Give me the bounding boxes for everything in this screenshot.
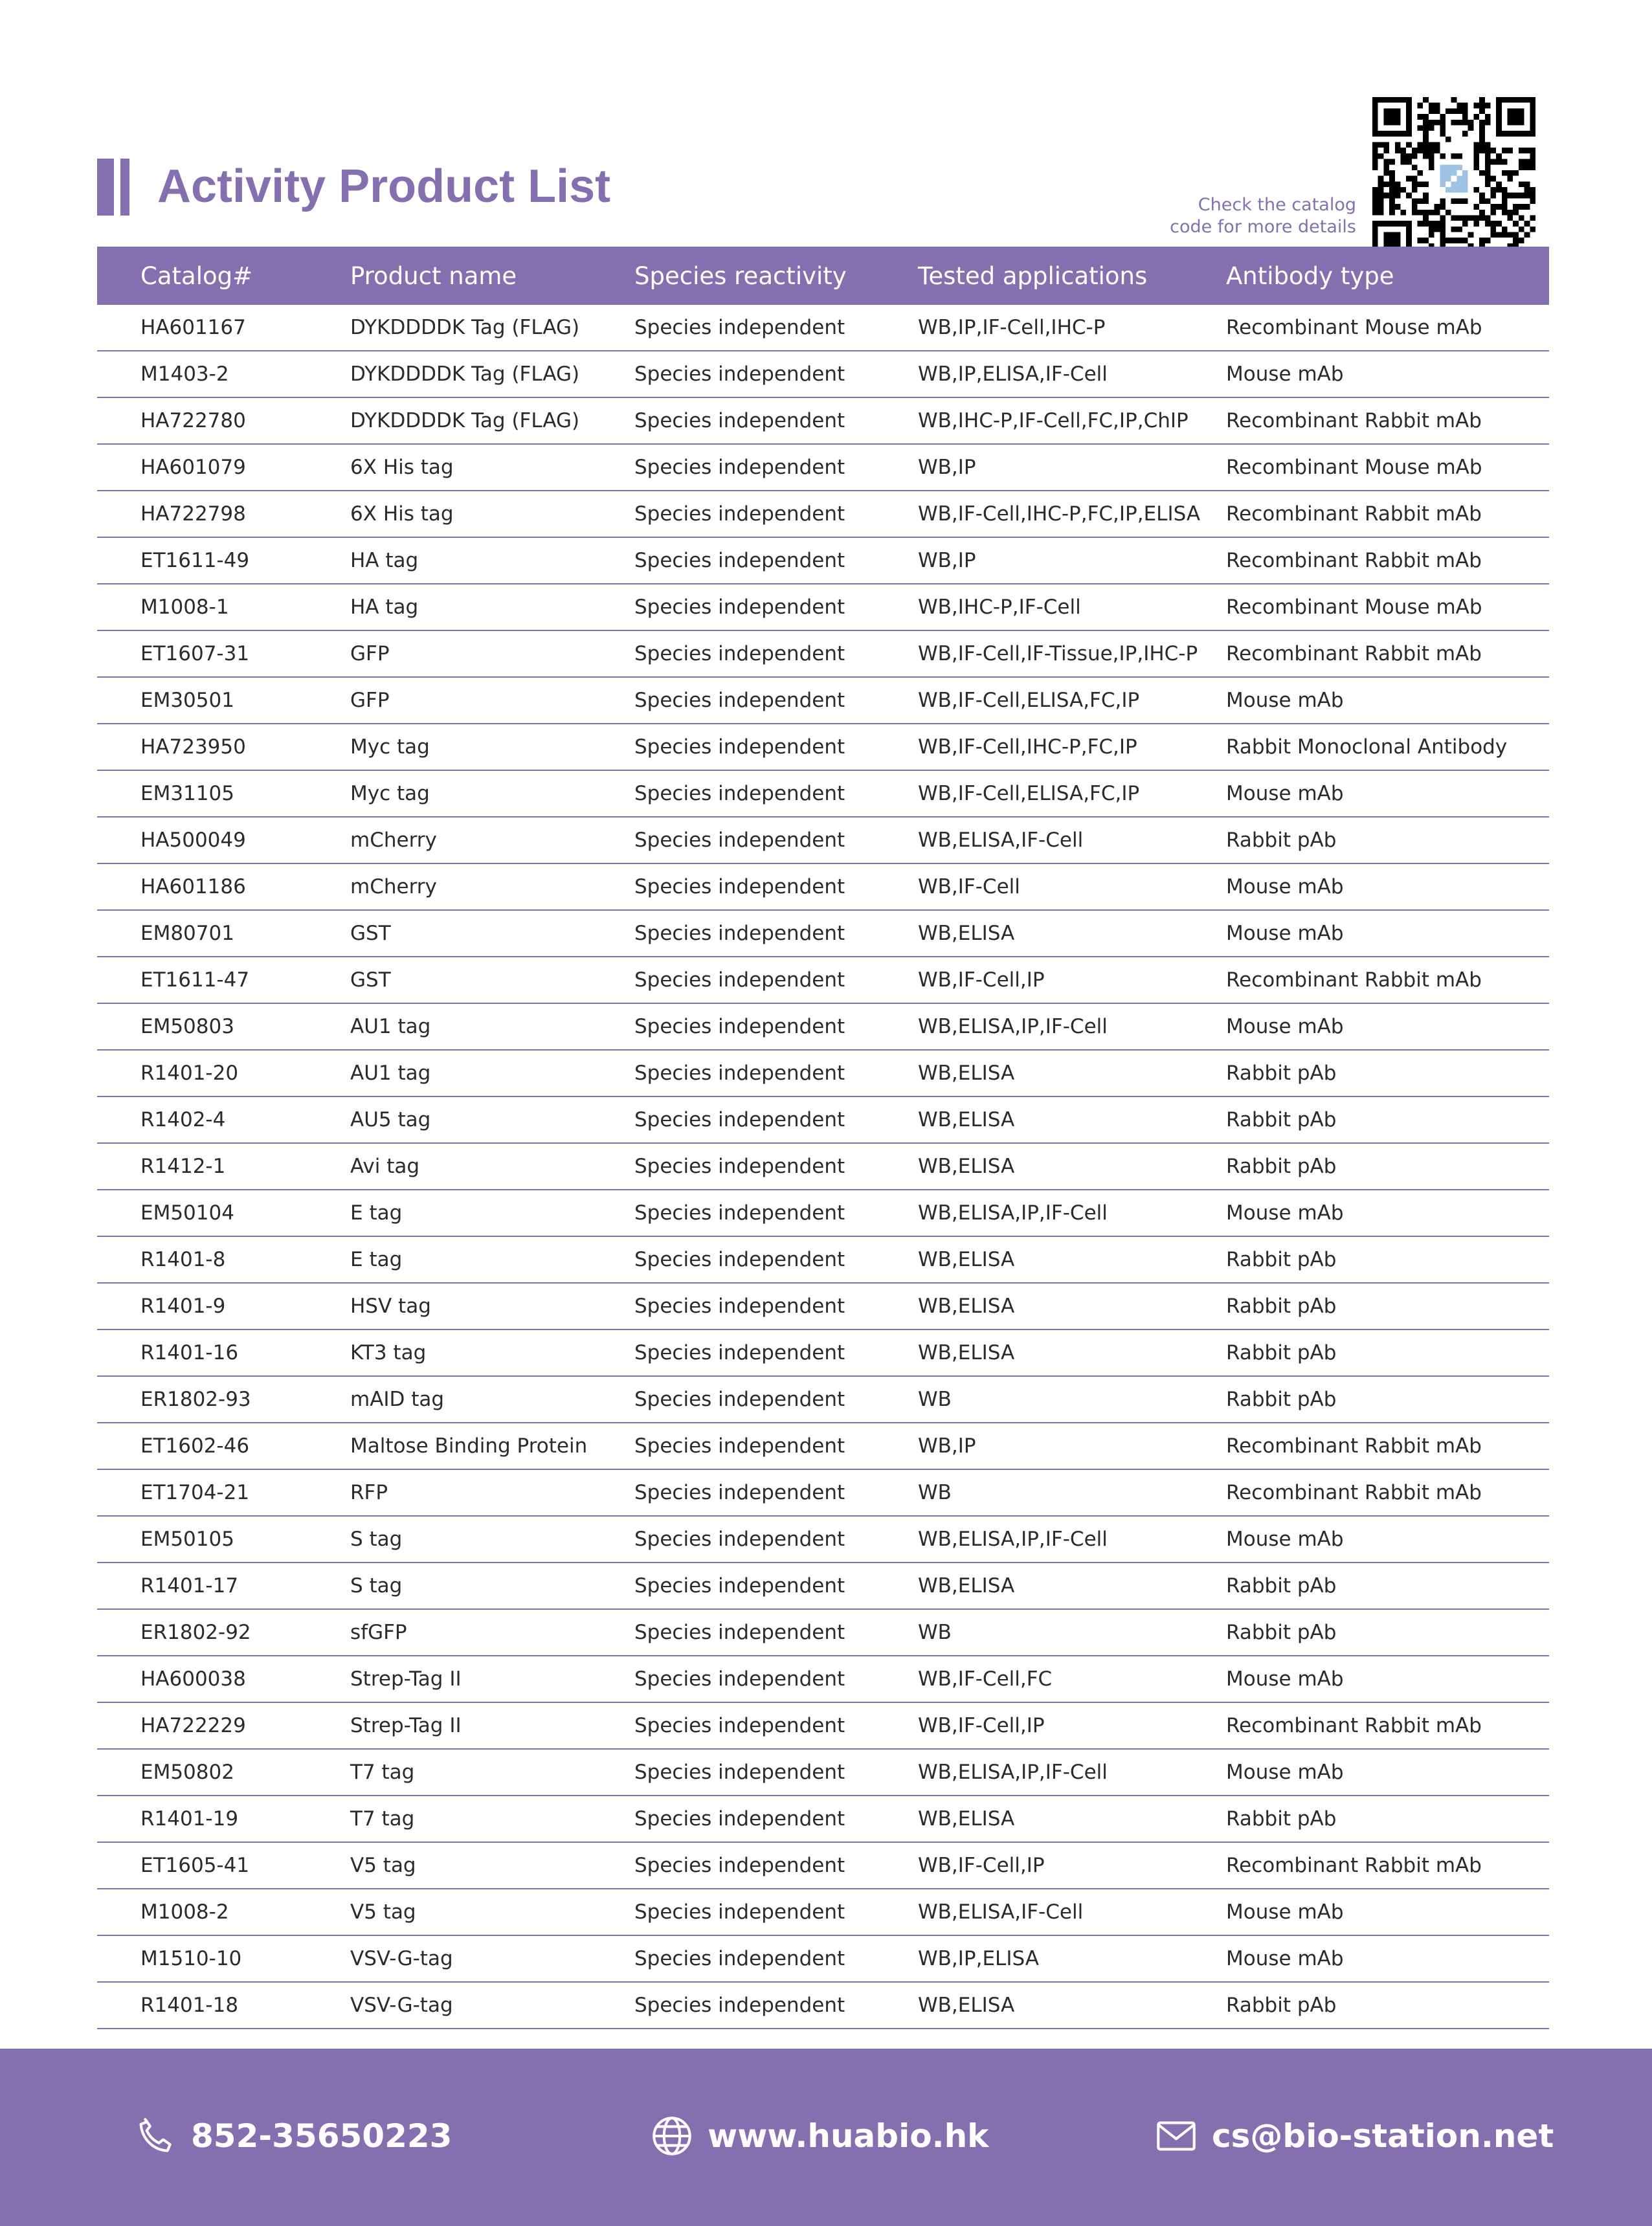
species-reactivity-cell: Species independent [634,1236,918,1283]
website-url: www.huabio.hk [708,2117,989,2155]
product-name-cell: mCherry [350,863,634,910]
tested-applications-cell: WB,ELISA [918,1096,1226,1143]
antibody-type-cell: Mouse mAb [1226,1190,1549,1236]
antibody-type-cell: Recombinant Rabbit mAb [1226,397,1549,444]
product-name-cell: HA tag [350,537,634,584]
product-name-cell: VSV-G-tag [350,1935,634,1982]
catalog-cell: EM50104 [97,1190,350,1236]
product-name-cell: E tag [350,1236,634,1283]
table-row [97,1935,1549,1982]
catalog-cell: EM30501 [97,677,350,724]
species-reactivity-cell: Species independent [634,1376,918,1423]
table-row [97,1423,1549,1469]
catalog-cell: R1401-17 [97,1563,350,1609]
tested-applications-cell: WB [918,1609,1226,1656]
tested-applications-cell: WB,IF-Cell,IHC-P,FC,IP [918,724,1226,770]
antibody-type-cell: Recombinant Rabbit mAb [1226,630,1549,677]
antibody-type-cell: Mouse mAb [1226,1935,1549,1982]
tested-applications-cell: WB,ELISA [918,1982,1226,2029]
antibody-type-cell: Recombinant Rabbit mAb [1226,957,1549,1003]
catalog-cell: R1401-18 [97,1982,350,2029]
table-header-row [97,247,1549,305]
table-row [97,1982,1549,2029]
table-row [97,397,1549,444]
species-reactivity-cell: Species independent [634,1190,918,1236]
species-reactivity-cell: Species independent [634,1982,918,2029]
catalog-cell: HA500049 [97,817,350,863]
antibody-type-cell: Rabbit pAb [1226,1283,1549,1330]
email-address: cs@bio-station.net [1212,2117,1554,2155]
product-name-cell: T7 tag [350,1796,634,1842]
product-name-cell: E tag [350,1190,634,1236]
tested-applications-cell: WB,ELISA,IP,IF-Cell [918,1190,1226,1236]
product-name-cell: GFP [350,677,634,724]
antibody-type-cell: Recombinant Mouse mAb [1226,305,1549,351]
species-reactivity-cell: Species independent [634,1423,918,1469]
catalog-cell: ET1611-49 [97,537,350,584]
species-reactivity-cell: Species independent [634,1469,918,1516]
species-reactivity-cell: Species independent [634,863,918,910]
product-name-cell: AU5 tag [350,1096,634,1143]
product-name-cell: S tag [350,1563,634,1609]
product-table [97,247,1549,2029]
product-name-cell: Avi tag [350,1143,634,1190]
catalog-cell: M1008-2 [97,1889,350,1935]
catalog-cell: M1510-10 [97,1935,350,1982]
antibody-type-cell: Rabbit pAb [1226,1236,1549,1283]
antibody-type-cell: Rabbit pAb [1226,1096,1549,1143]
tested-applications-cell: WB,IF-Cell [918,863,1226,910]
species-reactivity-cell: Species independent [634,910,918,957]
tested-applications-cell: WB,ELISA [918,1143,1226,1190]
species-reactivity-cell: Species independent [634,491,918,537]
tested-applications-cell: WB,IF-Cell,IP [918,1702,1226,1749]
email-link[interactable] [1154,2107,1554,2165]
catalog-cell: HA600038 [97,1656,350,1702]
table-row [97,305,1549,351]
antibody-type-cell: Rabbit Monoclonal Antibody [1226,724,1549,770]
product-name-cell: 6X His tag [350,491,634,537]
qr-note-line-1: Check the catalog [1198,195,1356,215]
tested-applications-cell: WB,ELISA [918,1563,1226,1609]
catalog-cell: M1403-2 [97,351,350,397]
product-name-cell: GFP [350,630,634,677]
catalog-cell: ET1602-46 [97,1423,350,1469]
globe-icon [649,2113,695,2159]
column-header-product-name: Product name [350,247,634,305]
table-row [97,1376,1549,1423]
table-row [97,1283,1549,1330]
catalog-cell: R1401-8 [97,1236,350,1283]
species-reactivity-cell: Species independent [634,584,918,630]
column-header-species-reactivity: Species reactivity [634,247,918,305]
species-reactivity-cell: Species independent [634,1656,918,1702]
product-name-cell: VSV-G-tag [350,1982,634,2029]
tested-applications-cell: WB,IP [918,537,1226,584]
catalog-cell: M1008-1 [97,584,350,630]
catalog-cell: R1401-9 [97,1283,350,1330]
tested-applications-cell: WB,IHC-P,IF-Cell [918,584,1226,630]
catalog-cell: HA601186 [97,863,350,910]
product-name-cell: AU1 tag [350,1003,634,1050]
species-reactivity-cell: Species independent [634,1842,918,1889]
tested-applications-cell: WB,IP,ELISA [918,1935,1226,1982]
species-reactivity-cell: Species independent [634,351,918,397]
catalog-cell: EM50802 [97,1749,350,1796]
table-row [97,1236,1549,1283]
product-name-cell: 6X His tag [350,444,634,491]
product-name-cell: DYKDDDDK Tag (FLAG) [350,351,634,397]
tested-applications-cell: WB,IF-Cell,IP [918,957,1226,1003]
antibody-type-cell: Recombinant Rabbit mAb [1226,1423,1549,1469]
product-name-cell: DYKDDDDK Tag (FLAG) [350,305,634,351]
catalog-cell: ET1607-31 [97,630,350,677]
product-name-cell: V5 tag [350,1842,634,1889]
antibody-type-cell: Recombinant Rabbit mAb [1226,537,1549,584]
antibody-type-cell: Mouse mAb [1226,770,1549,817]
table-row [97,1796,1549,1842]
species-reactivity-cell: Species independent [634,1563,918,1609]
antibody-type-cell: Rabbit pAb [1226,1376,1549,1423]
table-row [97,817,1549,863]
page-title: Activity Product List [157,161,611,212]
tested-applications-cell: WB,ELISA,IF-Cell [918,1889,1226,1935]
species-reactivity-cell: Species independent [634,1796,918,1842]
phone-number: 852-35650223 [191,2117,452,2155]
catalog-cell: R1401-19 [97,1796,350,1842]
species-reactivity-cell: Species independent [634,305,918,351]
antibody-type-cell: Mouse mAb [1226,910,1549,957]
antibody-type-cell: Recombinant Rabbit mAb [1226,1702,1549,1749]
table-row [97,1003,1549,1050]
species-reactivity-cell: Species independent [634,677,918,724]
tested-applications-cell: WB,ELISA [918,1283,1226,1330]
website-link[interactable] [649,2107,988,2165]
qr-code-icon [1372,97,1535,260]
catalog-cell: EM50105 [97,1516,350,1563]
column-header-catalog: Catalog# [97,247,350,305]
antibody-type-cell: Mouse mAb [1226,1656,1549,1702]
antibody-type-cell: Rabbit pAb [1226,817,1549,863]
antibody-type-cell: Mouse mAb [1226,351,1549,397]
table-row [97,351,1549,397]
table-row [97,630,1549,677]
species-reactivity-cell: Species independent [634,724,918,770]
tested-applications-cell: WB,ELISA,IP,IF-Cell [918,1003,1226,1050]
table-row [97,1143,1549,1190]
product-name-cell: Maltose Binding Protein [350,1423,634,1469]
species-reactivity-cell: Species independent [634,1283,918,1330]
table-row [97,1190,1549,1236]
species-reactivity-cell: Species independent [634,1143,918,1190]
tested-applications-cell: WB,IF-Cell,ELISA,FC,IP [918,770,1226,817]
phone-contact[interactable] [133,2107,452,2165]
product-name-cell: V5 tag [350,1889,634,1935]
product-name-cell: S tag [350,1516,634,1563]
species-reactivity-cell: Species independent [634,444,918,491]
antibody-type-cell: Rabbit pAb [1226,1563,1549,1609]
table-row [97,1889,1549,1935]
antibody-type-cell: Recombinant Mouse mAb [1226,444,1549,491]
product-name-cell: GST [350,957,634,1003]
species-reactivity-cell: Species independent [634,1889,918,1935]
catalog-cell: ER1802-92 [97,1609,350,1656]
tested-applications-cell: WB,ELISA,IF-Cell [918,817,1226,863]
catalog-cell: EM31105 [97,770,350,817]
species-reactivity-cell: Species independent [634,1609,918,1656]
antibody-type-cell: Recombinant Rabbit mAb [1226,1842,1549,1889]
tested-applications-cell: WB,ELISA,IP,IF-Cell [918,1749,1226,1796]
species-reactivity-cell: Species independent [634,1749,918,1796]
antibody-type-cell: Mouse mAb [1226,1516,1549,1563]
table-row [97,910,1549,957]
table-row [97,491,1549,537]
column-header-tested-applications: Tested applications [918,247,1226,305]
antibody-type-cell: Mouse mAb [1226,863,1549,910]
tested-applications-cell: WB,IF-Cell,ELISA,FC,IP [918,677,1226,724]
species-reactivity-cell: Species independent [634,1330,918,1376]
product-name-cell: KT3 tag [350,1330,634,1376]
catalog-cell: HA723950 [97,724,350,770]
qr-note-line-2: code for more details [1170,217,1356,237]
catalog-cell: HA722229 [97,1702,350,1749]
table-row [97,1096,1549,1143]
product-name-cell: Myc tag [350,724,634,770]
antibody-type-cell: Rabbit pAb [1226,1143,1549,1190]
catalog-cell: HA601167 [97,305,350,351]
tested-applications-cell: WB,ELISA [918,1050,1226,1096]
catalog-cell: R1402-4 [97,1096,350,1143]
species-reactivity-cell: Species independent [634,957,918,1003]
catalog-cell: ET1605-41 [97,1842,350,1889]
catalog-cell: ET1704-21 [97,1469,350,1516]
table-row [97,1609,1549,1656]
product-name-cell: GST [350,910,634,957]
tested-applications-cell: WB,IP [918,444,1226,491]
tested-applications-cell: WB,IF-Cell,IHC-P,FC,IP,ELISA [918,491,1226,537]
antibody-type-cell: Recombinant Rabbit mAb [1226,1469,1549,1516]
catalog-cell: ET1611-47 [97,957,350,1003]
table-row [97,1656,1549,1702]
tested-applications-cell: WB,IP [918,1423,1226,1469]
tested-applications-cell: WB,ELISA [918,1236,1226,1283]
catalog-cell: R1401-16 [97,1330,350,1376]
table-row [97,1050,1549,1096]
tested-applications-cell: WB [918,1376,1226,1423]
species-reactivity-cell: Species independent [634,770,918,817]
table-row [97,1842,1549,1889]
antibody-type-cell: Mouse mAb [1226,1749,1549,1796]
catalog-cell: ER1802-93 [97,1376,350,1423]
tested-applications-cell: WB [918,1469,1226,1516]
tested-applications-cell: WB,IF-Cell,IP [918,1842,1226,1889]
table-row [97,863,1549,910]
species-reactivity-cell: Species independent [634,630,918,677]
catalog-cell: HA601079 [97,444,350,491]
species-reactivity-cell: Species independent [634,1702,918,1749]
tested-applications-cell: WB,IHC-P,IF-Cell,FC,IP,ChIP [918,397,1226,444]
phone-icon [133,2113,178,2159]
product-name-cell: HA tag [350,584,634,630]
product-name-cell: mAID tag [350,1376,634,1423]
tested-applications-cell: WB,IF-Cell,FC [918,1656,1226,1702]
table-row [97,1702,1549,1749]
product-name-cell: mCherry [350,817,634,863]
title-bar-icon [97,159,131,216]
table-row [97,584,1549,630]
tested-applications-cell: WB,IP,IF-Cell,IHC-P [918,305,1226,351]
product-name-cell: HSV tag [350,1283,634,1330]
qr-note [1100,194,1356,238]
table-row [97,1563,1549,1609]
antibody-type-cell: Rabbit pAb [1226,1330,1549,1376]
footer [0,2049,1652,2226]
table-row [97,957,1549,1003]
envelope-icon [1154,2113,1199,2159]
antibody-type-cell: Rabbit pAb [1226,1796,1549,1842]
tested-applications-cell: WB,IP,ELISA,IF-Cell [918,351,1226,397]
tested-applications-cell: WB,ELISA [918,1330,1226,1376]
table-row [97,677,1549,724]
product-name-cell: Strep-Tag II [350,1702,634,1749]
product-name-cell: T7 tag [350,1749,634,1796]
antibody-type-cell: Rabbit pAb [1226,1982,1549,2029]
table-row [97,1330,1549,1376]
species-reactivity-cell: Species independent [634,397,918,444]
antibody-type-cell: Mouse mAb [1226,1003,1549,1050]
species-reactivity-cell: Species independent [634,1935,918,1982]
table-row [97,1469,1549,1516]
antibody-type-cell: Rabbit pAb [1226,1050,1549,1096]
product-name-cell: AU1 tag [350,1050,634,1096]
product-name-cell: Myc tag [350,770,634,817]
species-reactivity-cell: Species independent [634,537,918,584]
table-row [97,1516,1549,1563]
table-row [97,537,1549,584]
antibody-type-cell: Recombinant Rabbit mAb [1226,491,1549,537]
tested-applications-cell: WB,ELISA [918,910,1226,957]
species-reactivity-cell: Species independent [634,1050,918,1096]
tested-applications-cell: WB,ELISA [918,1796,1226,1842]
table-row [97,1749,1549,1796]
product-name-cell: Strep-Tag II [350,1656,634,1702]
product-name-cell: DYKDDDDK Tag (FLAG) [350,397,634,444]
catalog-cell: R1412-1 [97,1143,350,1190]
catalog-cell: EM80701 [97,910,350,957]
antibody-type-cell: Mouse mAb [1226,1889,1549,1935]
product-name-cell: sfGFP [350,1609,634,1656]
species-reactivity-cell: Species independent [634,817,918,863]
table-row [97,770,1549,817]
column-header-antibody-type: Antibody type [1226,247,1549,305]
catalog-cell: R1401-20 [97,1050,350,1096]
antibody-type-cell: Rabbit pAb [1226,1609,1549,1656]
table-row [97,724,1549,770]
table-row [97,444,1549,491]
catalog-cell: HA722780 [97,397,350,444]
species-reactivity-cell: Species independent [634,1096,918,1143]
tested-applications-cell: WB,IF-Cell,IF-Tissue,IP,IHC-P [918,630,1226,677]
tested-applications-cell: WB,ELISA,IP,IF-Cell [918,1516,1226,1563]
catalog-cell: EM50803 [97,1003,350,1050]
species-reactivity-cell: Species independent [634,1516,918,1563]
species-reactivity-cell: Species independent [634,1003,918,1050]
catalog-cell: HA722798 [97,491,350,537]
product-name-cell: RFP [350,1469,634,1516]
antibody-type-cell: Mouse mAb [1226,677,1549,724]
antibody-type-cell: Recombinant Mouse mAb [1226,584,1549,630]
